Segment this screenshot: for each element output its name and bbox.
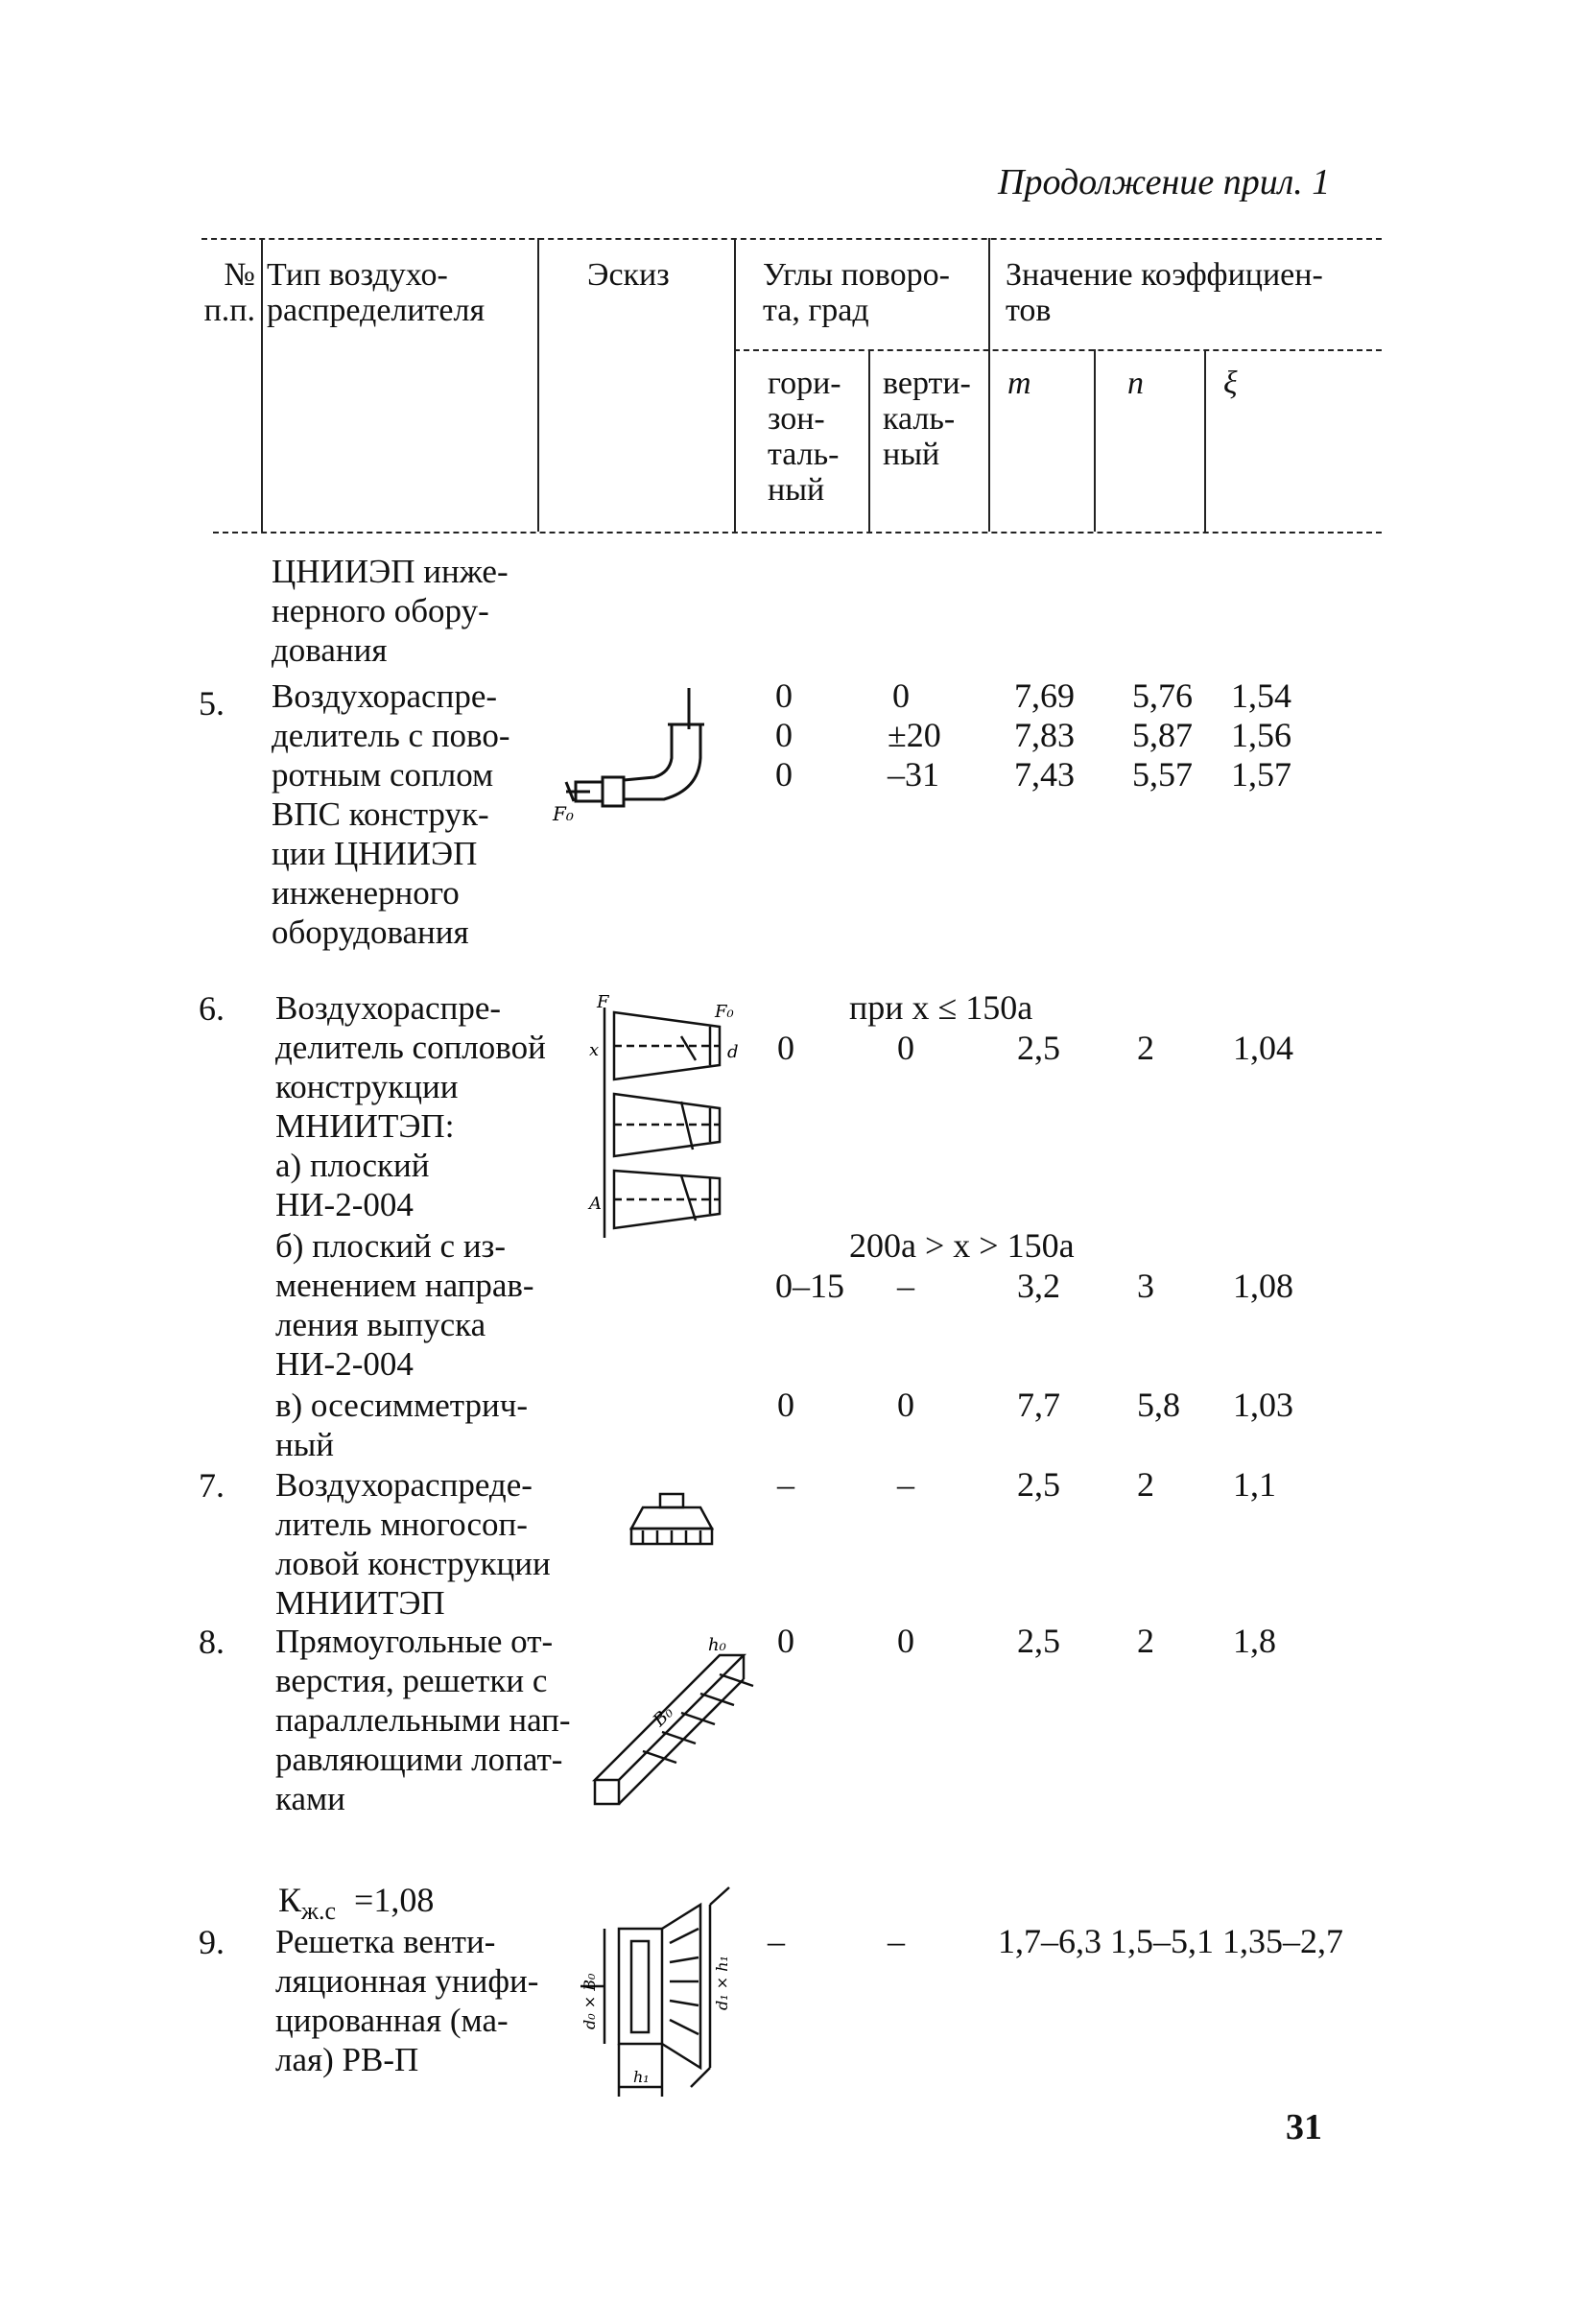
item5-row2-n: 5,87 xyxy=(1132,716,1193,754)
item6-row-b-n: 3 xyxy=(1137,1267,1154,1305)
item6-sketch-label-f0: F₀ xyxy=(715,1002,734,1022)
item7-row-h: – xyxy=(777,1465,794,1504)
item8-description: Прямоугольные от- верстия, решетки с параллельными нап- равляющими лопат- ками xyxy=(275,1623,571,1817)
item6-description-c: в) осесимметрич- ный xyxy=(275,1387,528,1463)
header-horizontal: гори- зон- таль- ный xyxy=(768,366,841,508)
item6-sketch-label-d: d xyxy=(727,1042,739,1062)
col-divider-7 xyxy=(1204,349,1206,532)
table-header-bottom-rule xyxy=(213,532,1382,534)
item9-sketch-label-d1: d₁ × h₁ xyxy=(713,1956,731,2010)
item6-row-b-v: – xyxy=(897,1267,914,1305)
item5-row3-n: 5,57 xyxy=(1132,755,1193,794)
item5-row3-v: –31 xyxy=(888,755,939,794)
angles-sub-rule xyxy=(734,349,1382,351)
item8-row-m: 2,5 xyxy=(1017,1622,1060,1660)
item6-row-c-xi: 1,03 xyxy=(1233,1386,1293,1424)
item6-row-b-xi: 1,08 xyxy=(1233,1267,1293,1305)
intro-text: ЦНИИЭП инже- нерного обору- дования xyxy=(272,553,509,669)
item8-row-h: 0 xyxy=(777,1622,794,1660)
item8-sketch-rectangular-grille-icon xyxy=(585,1636,768,1809)
header-m: m xyxy=(1007,366,1031,401)
item6-row-b-m: 3,2 xyxy=(1017,1267,1060,1305)
item6-row-a-h: 0 xyxy=(777,1029,794,1067)
page-number: 31 xyxy=(1286,2107,1322,2147)
header-num: № п.п. xyxy=(203,257,255,328)
item8-row-n: 2 xyxy=(1137,1622,1154,1660)
item7-number: 7. xyxy=(199,1466,225,1505)
header-coefficients: Значение коэффициен- тов xyxy=(1006,257,1323,328)
item9-sketch-label-d0: d₀ × B₀ xyxy=(580,1973,599,2029)
header-sketch: Эскиз xyxy=(587,257,670,293)
item7-row-xi: 1,1 xyxy=(1233,1465,1276,1504)
item6-row-c-m: 7,7 xyxy=(1017,1386,1060,1424)
header-angles: Углы поворо- та, град xyxy=(763,257,950,328)
item7-row-m: 2,5 xyxy=(1017,1465,1060,1504)
item9-sketch-ventilation-grille-icon xyxy=(566,1885,758,2106)
item5-row1-v: 0 xyxy=(892,676,910,715)
item5-sketch-rotary-nozzle-icon xyxy=(547,686,720,825)
item6-row-a-m: 2,5 xyxy=(1017,1029,1060,1067)
item8-sketch-label-h0: h₀ xyxy=(708,1635,726,1655)
item9-sketch-label-h1: h₁ xyxy=(633,2068,650,2086)
item7-row-v: – xyxy=(897,1465,914,1504)
item9-number: 9. xyxy=(199,1923,225,1961)
item6-row-a-xi: 1,04 xyxy=(1233,1029,1293,1067)
header-type: Тип воздухо- распределителя xyxy=(267,257,486,328)
header-vertical: верти- каль- ный xyxy=(883,366,971,472)
item7-description: Воздухораспреде- литель многосоп- ловой конструкции МНИИТЭП xyxy=(275,1466,551,1622)
col-divider-6 xyxy=(1094,349,1096,532)
item7-row-n: 2 xyxy=(1137,1465,1154,1504)
item6-number: 6. xyxy=(199,989,225,1028)
item5-row1-m: 7,69 xyxy=(1014,676,1075,715)
item5-row2-m: 7,83 xyxy=(1014,716,1075,754)
item6-description-b: б) плоский с из- менением направ- ления выпуска НИ-2-004 xyxy=(275,1227,534,1383)
table-top-rule xyxy=(201,238,1382,240)
item8-sketch-label-b0: B₀ xyxy=(649,1702,677,1731)
col-divider-5 xyxy=(988,238,990,532)
item6-sketch-label-f: F xyxy=(597,992,609,1012)
item6-row-a-v: 0 xyxy=(897,1029,914,1067)
kzhs-coefficient: $К_{ж.с} =1,08$ xyxy=(278,1881,435,1925)
item6-row-c-n: 5,8 xyxy=(1137,1386,1180,1424)
item5-description: Воздухораспре- делитель с пово- ротным соплом ВПС конструк- ции ЦНИИЭП инженерного оборудования xyxy=(272,677,510,951)
item6-description-a: Воздухораспре- делитель сопловой конструкции МНИИТЭП: а) плоский НИ-2-004 xyxy=(275,989,546,1223)
col-divider-3 xyxy=(734,238,736,532)
item5-row2-xi: 1,56 xyxy=(1231,716,1291,754)
continuation-label: Продолжение прил. 1 xyxy=(998,162,1331,202)
item5-row1-xi: 1,54 xyxy=(1231,676,1291,715)
item6-row-c-v: 0 xyxy=(897,1386,914,1424)
item6-row-c-h: 0 xyxy=(777,1386,794,1424)
item6-sketch-label-x: x xyxy=(589,1040,600,1060)
item6-row-b-h: 0–15 xyxy=(775,1267,844,1305)
item6-condition-a: при x ≤ 150a xyxy=(849,988,1033,1027)
item5-row3-xi: 1,57 xyxy=(1231,755,1291,794)
col-divider-1 xyxy=(261,238,263,532)
item7-sketch-multinozzle-icon xyxy=(624,1492,720,1550)
item5-number: 5. xyxy=(199,684,225,723)
header-n: n xyxy=(1127,366,1144,401)
col-divider-4 xyxy=(868,349,870,532)
item6-sketch-label-a: A xyxy=(589,1194,602,1214)
item5-row1-h: 0 xyxy=(775,676,793,715)
header-xi: ξ xyxy=(1223,366,1238,401)
item9-description: Решетка венти- ляционная унифи- цированная (ма- лая) РВ-П xyxy=(275,1923,539,2078)
item5-row3-h: 0 xyxy=(775,755,793,794)
item8-row-xi: 1,8 xyxy=(1233,1622,1276,1660)
item6-sketch-nozzle-icon xyxy=(585,992,758,1247)
item5-row1-n: 5,76 xyxy=(1132,676,1193,715)
item6-condition-b: 200a > x > 150a xyxy=(849,1226,1075,1265)
item5-row3-m: 7,43 xyxy=(1014,755,1075,794)
col-divider-2 xyxy=(537,238,539,532)
item9-row-h: – xyxy=(768,1922,785,1960)
item8-row-v: 0 xyxy=(897,1622,914,1660)
item6-row-a-n: 2 xyxy=(1137,1029,1154,1067)
item9-row-mnxi: 1,7–6,3 1,5–5,1 1,35–2,7 xyxy=(998,1922,1343,1960)
item9-row-v: – xyxy=(888,1922,905,1960)
item5-sketch-label: F₀ xyxy=(553,802,574,825)
item5-row2-v: ±20 xyxy=(888,716,941,754)
item5-row2-h: 0 xyxy=(775,716,793,754)
item8-number: 8. xyxy=(199,1623,225,1661)
